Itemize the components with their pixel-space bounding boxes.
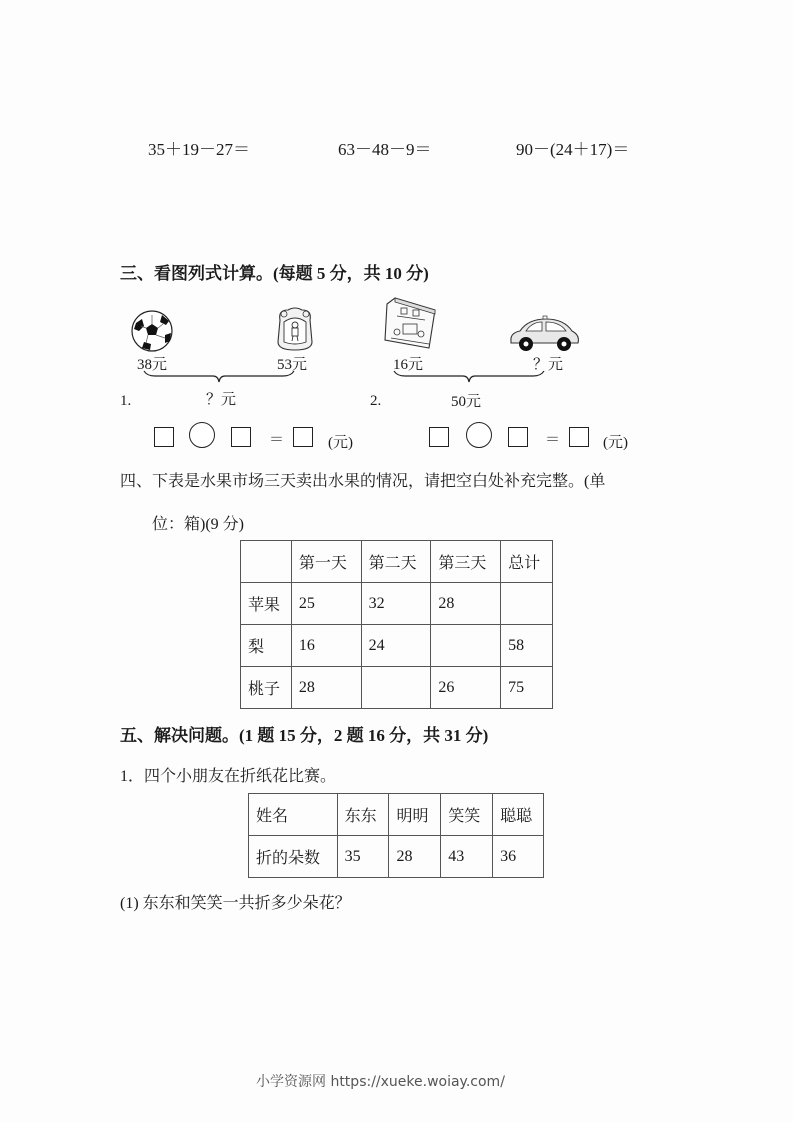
row-label: 苹果 <box>241 583 292 625</box>
ball-price: 38元 <box>137 357 168 373</box>
table-cell: 26 <box>431 667 501 709</box>
question-1: (1) 东东和笑笑一共折多少朵花？ <box>120 895 351 912</box>
section-4-title-line1: 四、下表是水果市场三天卖出水果的情况，请把空白处补充完整。(单 <box>120 473 606 490</box>
soccer-ball-icon <box>130 309 174 353</box>
footer-watermark: 小学资源网 https://xueke.woiay.com/ <box>256 1074 505 1090</box>
problem-1-total: ？元 <box>206 392 237 408</box>
section-4-title-line2: 位：箱)(9 分) <box>152 516 244 533</box>
table-header-row <box>241 541 553 583</box>
table-row <box>241 583 553 625</box>
answer-box-2b[interactable] <box>508 427 528 447</box>
blank-cell[interactable] <box>361 667 431 709</box>
table-cell: 28 <box>389 836 441 878</box>
operator-circle-1[interactable] <box>189 422 215 448</box>
blank-cell[interactable] <box>501 583 553 625</box>
table-cell: 58 <box>501 625 553 667</box>
table-cell: 28 <box>431 583 501 625</box>
table-cell: 32 <box>361 583 431 625</box>
section-4-title <box>120 468 605 491</box>
table-row <box>249 836 544 878</box>
table-row <box>241 625 553 667</box>
table-cell: 16 <box>291 625 361 667</box>
problem-1-number: 1. <box>120 393 132 409</box>
row-label: 桃子 <box>241 667 292 709</box>
row-label: 梨 <box>241 625 292 667</box>
backpack-icon <box>274 306 316 352</box>
paper-flower-table <box>248 793 544 878</box>
problem-2-total: 50元 <box>451 394 482 410</box>
unit-label-2: (元) <box>603 435 628 451</box>
answer-box-2c[interactable] <box>569 427 589 447</box>
table-header-cell: 第三天 <box>431 541 501 583</box>
table-row <box>241 667 553 709</box>
section-3-title: 三、看图列式计算。(每题 5 分，共 10 分) <box>120 264 429 283</box>
table-header-cell: 第一天 <box>291 541 361 583</box>
table-header-cell: 聪聪 <box>493 794 544 836</box>
table-cell: 75 <box>501 667 553 709</box>
answer-box-2a[interactable] <box>429 427 449 447</box>
table-cell: 43 <box>441 836 493 878</box>
table-header-cell: 姓名 <box>249 794 338 836</box>
table-header-cell: 总计 <box>501 541 553 583</box>
table-header-cell: 明明 <box>389 794 441 836</box>
brace-bracket-icon <box>143 370 295 384</box>
backpack-price: 53元 <box>277 357 308 373</box>
equation-1: 35＋19－27＝ <box>148 140 250 159</box>
row-label: 折的朵数 <box>249 836 338 878</box>
operator-circle-2[interactable] <box>466 422 492 448</box>
table-header-row <box>249 794 544 836</box>
problem-5-1-intro: 1．四个小朋友在折纸花比赛。 <box>120 768 337 785</box>
table-header-cell: 第二天 <box>361 541 431 583</box>
car-price: ？元 <box>533 357 564 373</box>
table-cell: 24 <box>361 625 431 667</box>
answer-box-1b[interactable] <box>231 427 251 447</box>
equation-2: 63－48－9＝ <box>338 140 432 159</box>
table-header-cell: 笑笑 <box>441 794 493 836</box>
answer-box-1c[interactable] <box>293 427 313 447</box>
equals-sign-2: ＝ <box>545 432 561 448</box>
toy-car-icon <box>508 315 582 353</box>
equation-3: 90－(24＋17)＝ <box>516 140 630 159</box>
table-header-cell <box>241 541 292 583</box>
table-cell: 35 <box>337 836 389 878</box>
answer-box-1a[interactable] <box>154 427 174 447</box>
book-price: 16元 <box>393 357 424 373</box>
unit-label-1: (元) <box>328 435 353 451</box>
blank-cell[interactable] <box>431 625 501 667</box>
brace-bracket-icon <box>393 370 545 384</box>
fruit-sales-table <box>240 540 553 709</box>
equals-sign-1: ＝ <box>269 432 285 448</box>
section-5-title: 五、解决问题。(1 题 15 分，2 题 16 分，共 31 分) <box>120 726 489 745</box>
table-cell: 36 <box>493 836 544 878</box>
problem-2-number: 2. <box>370 393 382 409</box>
table-cell: 28 <box>291 667 361 709</box>
table-header-cell: 东东 <box>337 794 389 836</box>
table-cell: 25 <box>291 583 361 625</box>
book-icon <box>383 296 439 350</box>
